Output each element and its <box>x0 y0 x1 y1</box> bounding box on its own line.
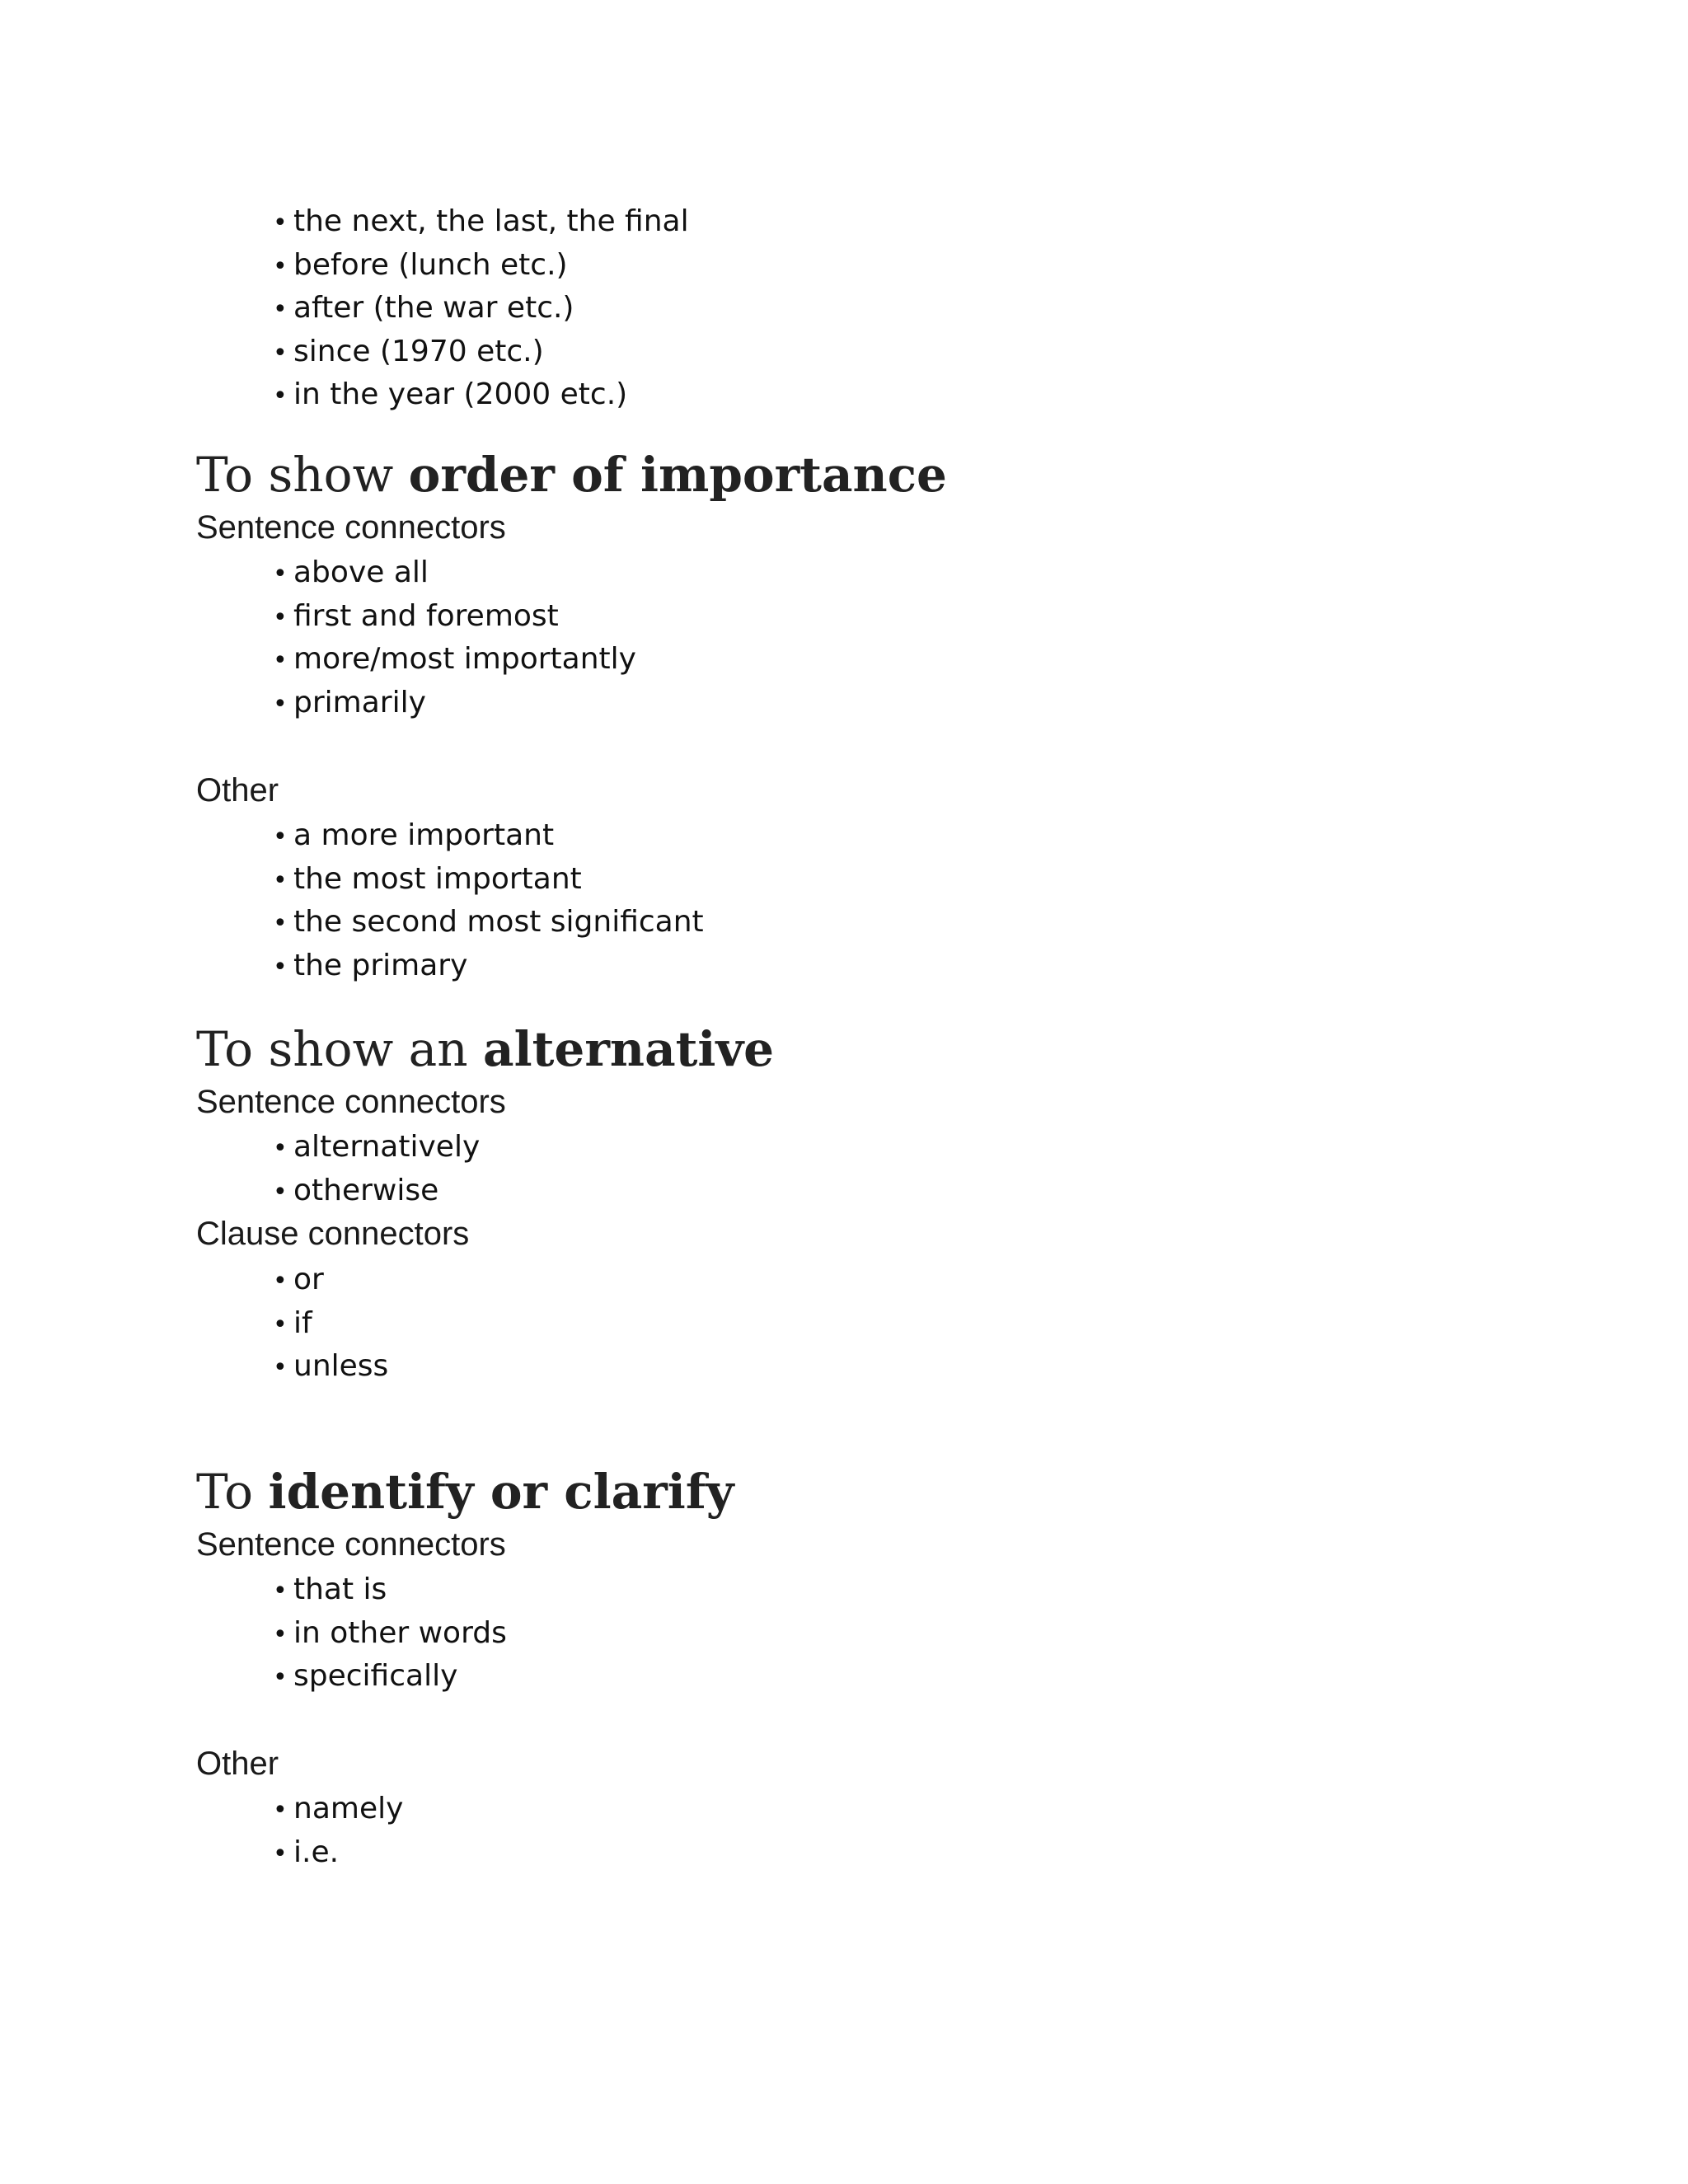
importance-sentence-label-block <box>0 506 1688 549</box>
bullet-icon: • <box>273 1663 288 1692</box>
bullet-icon: • <box>273 560 288 588</box>
importance-section <box>0 443 1688 506</box>
list-item: • namely <box>0 1788 1688 1831</box>
section-heading-alternative: To show an alternative <box>196 1021 775 1077</box>
bullet-icon: • <box>273 909 288 938</box>
bullet-icon: • <box>273 1267 288 1296</box>
list-item: • unless <box>0 1345 1688 1389</box>
importance-other-label-block <box>0 769 1688 812</box>
alternative-sentence-label-block <box>0 1080 1688 1123</box>
list-item: • after (the war etc.) <box>0 287 1688 330</box>
alternative-section <box>0 1018 1688 1080</box>
list-item: • in other words <box>0 1612 1688 1656</box>
list-item: • before (lunch etc.) <box>0 244 1688 288</box>
bullet-icon: • <box>273 1796 288 1825</box>
list-item: • a more important <box>0 814 1688 858</box>
clause-connectors-label: Clause connectors <box>196 1216 470 1252</box>
bullet-icon: • <box>273 602 288 632</box>
importance-other-list <box>0 814 1688 987</box>
list-item: • the second most significant <box>0 901 1688 944</box>
bullet-icon: • <box>273 865 288 895</box>
list-item: • since (1970 etc.) <box>0 330 1688 374</box>
section-heading-importance: To show order of importance <box>196 447 947 503</box>
clarify-section <box>0 1460 1688 1523</box>
alternative-sentence-list <box>0 1126 1688 1212</box>
clarify-other-label-block <box>0 1742 1688 1785</box>
list-item: • alternatively <box>0 1126 1688 1169</box>
top-list <box>0 200 1688 417</box>
list-item: • specifically <box>0 1655 1688 1699</box>
importance-other-list-block <box>0 814 1688 987</box>
top-list-block <box>0 200 1688 417</box>
bullet-icon: • <box>273 295 288 324</box>
other-label: Other <box>196 772 279 808</box>
list-item: • that is <box>0 1568 1688 1612</box>
clarify-sentence-list <box>0 1568 1688 1699</box>
bullet-icon: • <box>273 1839 288 1868</box>
sentence-connectors-label: Sentence connectors <box>196 1526 506 1563</box>
bullet-icon: • <box>273 1310 288 1339</box>
bullet-icon: • <box>273 382 288 410</box>
list-item: • the primary <box>0 944 1688 988</box>
list-item: • in the year (2000 etc.) <box>0 373 1688 417</box>
sentence-connectors-label: Sentence connectors <box>196 509 506 546</box>
list-item: • if <box>0 1302 1688 1346</box>
list-item: • the most important <box>0 858 1688 902</box>
clarify-sentence-label-block <box>0 1523 1688 1566</box>
clarify-sentence-list-block <box>0 1568 1688 1699</box>
bullet-icon: • <box>273 1177 288 1207</box>
clarify-other-list-block <box>0 1788 1688 1874</box>
alternative-sentence-list-block <box>0 1126 1688 1212</box>
list-item: • the next, the last, the final <box>0 200 1688 244</box>
other-label: Other <box>196 1746 279 1782</box>
alternative-clause-list <box>0 1258 1688 1389</box>
list-item: • or <box>0 1258 1688 1302</box>
sentence-connectors-label: Sentence connectors <box>196 1084 506 1120</box>
bullet-icon: • <box>273 1619 288 1649</box>
list-item: • first and foremost <box>0 595 1688 639</box>
list-item: • above all <box>0 551 1688 595</box>
bullet-icon: • <box>273 1353 288 1382</box>
list-item: • primarily <box>0 682 1688 725</box>
bullet-icon: • <box>273 251 288 281</box>
bullet-icon: • <box>273 689 288 719</box>
list-item: • i.e. <box>0 1831 1688 1875</box>
bullet-icon: • <box>273 209 288 237</box>
clarify-other-list <box>0 1788 1688 1874</box>
importance-sentence-list-block <box>0 551 1688 724</box>
alternative-clause-list-block <box>0 1258 1688 1389</box>
bullet-icon: • <box>273 1577 288 1605</box>
bullet-icon: • <box>273 338 288 368</box>
bullet-icon: • <box>273 952 288 982</box>
list-item: • more/most importantly <box>0 638 1688 682</box>
bullet-icon: • <box>273 823 288 851</box>
alternative-clause-label-block <box>0 1212 1688 1255</box>
section-heading-clarify: To identify or clarify <box>196 1464 734 1520</box>
list-item: • otherwise <box>0 1169 1688 1213</box>
bullet-icon: • <box>273 646 288 675</box>
bullet-icon: • <box>273 1134 288 1163</box>
importance-sentence-list <box>0 551 1688 724</box>
